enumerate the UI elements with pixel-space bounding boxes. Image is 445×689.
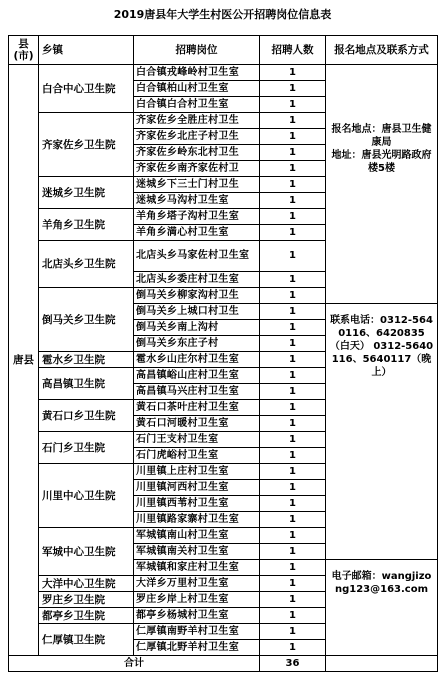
post-cell: 齐家佐乡南齐家佐村卫 — [134, 161, 260, 177]
count-cell: 1 — [260, 368, 326, 384]
count-cell: 1 — [260, 640, 326, 656]
count-cell: 1 — [260, 544, 326, 560]
contact-info-cell — [326, 560, 438, 656]
post-cell: 倒马关乡南上沟村 — [134, 320, 260, 336]
recruitment-table — [8, 35, 438, 672]
unit-cell: 迷城乡卫生院 — [39, 177, 134, 209]
header-row — [9, 36, 438, 65]
post-cell: 羊角乡塔子沟村卫生室 — [134, 209, 260, 225]
post-cell: 白合镇白合村卫生室 — [134, 97, 260, 113]
unit-cell: 石门乡卫生院 — [39, 432, 134, 464]
unit-cell: 黄石口乡卫生院 — [39, 400, 134, 432]
count-cell: 1 — [260, 400, 326, 416]
post-cell: 罗庄乡岸上村卫生室 — [134, 592, 260, 608]
count-cell: 1 — [260, 448, 326, 464]
count-cell: 1 — [260, 97, 326, 113]
post-cell: 迷城乡马沟村卫生室 — [134, 193, 260, 209]
count-cell: 1 — [260, 65, 326, 81]
post-cell: 倒马关乡上城口村卫生 — [134, 304, 260, 320]
post-cell: 川里镇西苇村卫生室 — [134, 496, 260, 512]
header-info: 报名地点及联系方式 — [326, 36, 438, 65]
total-label: 合计 — [9, 656, 260, 672]
unit-cell: 白合中心卫生院 — [39, 65, 134, 113]
post-cell: 高昌镇峪山庄村卫生室 — [134, 368, 260, 384]
unit-cell: 高昌镇卫生院 — [39, 368, 134, 400]
count-cell: 1 — [260, 416, 326, 432]
count-cell: 1 — [260, 304, 326, 320]
post-cell: 都亭乡杨城村卫生室 — [134, 608, 260, 624]
count-cell: 1 — [260, 209, 326, 225]
count-cell: 1 — [260, 177, 326, 193]
post-cell: 川里镇路家寨村卫生室 — [134, 512, 260, 528]
count-cell: 1 — [260, 241, 326, 272]
header-post: 招聘岗位 — [134, 36, 260, 65]
contact-info-cell — [326, 304, 438, 560]
unit-cell: 北店头乡卫生院 — [39, 241, 134, 288]
unit-cell: 倒马关乡卫生院 — [39, 288, 134, 352]
unit-cell: 雹水乡卫生院 — [39, 352, 134, 368]
contact-info-text: 联系电话：0312-5640116、6420835（白天） 0312-5640116、5640117（晚上） — [329, 315, 434, 378]
unit-cell: 都亭乡卫生院 — [39, 608, 134, 624]
post-cell: 白合镇戎峰岭村卫生室 — [134, 65, 260, 81]
count-cell: 1 — [260, 225, 326, 241]
post-cell: 羊角乡満心村卫生室 — [134, 225, 260, 241]
count-cell: 1 — [260, 528, 326, 544]
total-empty-cell — [326, 656, 438, 672]
page-title: 2019唐县年大学生村医公开招聘岗位信息表 — [113, 8, 332, 21]
table-row — [9, 65, 438, 81]
count-cell: 1 — [260, 145, 326, 161]
post-cell: 石门虎峪村卫生室 — [134, 448, 260, 464]
post-cell: 黄石口河暖村卫生室 — [134, 416, 260, 432]
post-cell: 军城镇南关村卫生室 — [134, 544, 260, 560]
unit-cell: 川里中心卫生院 — [39, 464, 134, 528]
count-cell: 1 — [260, 193, 326, 209]
contact-info-cell — [326, 65, 438, 304]
post-cell: 北店头乡委庄村卫生室 — [134, 272, 260, 288]
count-cell: 1 — [260, 81, 326, 97]
unit-cell: 罗庄乡卫生院 — [39, 592, 134, 608]
post-cell: 军城镇南山村卫生室 — [134, 528, 260, 544]
count-cell: 1 — [260, 161, 326, 177]
post-cell: 仁厚镇北野羊村卫生室 — [134, 640, 260, 656]
unit-cell: 齐家佐乡卫生院 — [39, 113, 134, 177]
post-cell: 高昌镇马兴庄村卫生室 — [134, 384, 260, 400]
county-cell: 唐县 — [9, 65, 39, 656]
count-cell: 1 — [260, 512, 326, 528]
contact-info-text: 报名地点：唐县卫生健康局 地址：唐县光明路政府楼5楼 — [331, 124, 432, 174]
post-cell: 倒马关乡东庄子村 — [134, 336, 260, 352]
count-cell: 1 — [260, 496, 326, 512]
post-cell: 齐家佐乡北庄子村卫生 — [134, 129, 260, 145]
count-cell: 1 — [260, 608, 326, 624]
count-cell: 1 — [260, 624, 326, 640]
post-cell: 仁厚镇南野羊村卫生室 — [134, 624, 260, 640]
unit-cell: 军城中心卫生院 — [39, 528, 134, 576]
header-count: 招聘人数 — [260, 36, 326, 65]
count-cell: 1 — [260, 320, 326, 336]
post-cell: 黄石口茶叶庄村卫生室 — [134, 400, 260, 416]
post-cell: 雹水乡山庄尔村卫生室 — [134, 352, 260, 368]
post-cell: 白合镇柏山村卫生室 — [134, 81, 260, 97]
post-cell: 川里镇河西村卫生室 — [134, 480, 260, 496]
post-cell: 倒马关乡柳家沟村卫生 — [134, 288, 260, 304]
contact-info-text: 电子邮箱：wangjizong123@163.com — [331, 571, 432, 595]
count-cell: 1 — [260, 129, 326, 145]
post-cell: 军城镇和家庄村卫生室 — [134, 560, 260, 576]
post-cell: 北店头乡马家佐村卫生室 — [134, 241, 260, 272]
total-row — [9, 656, 438, 672]
post-cell: 齐家佐乡全胜庄村卫生 — [134, 113, 260, 129]
post-cell: 石门王支村卫生室 — [134, 432, 260, 448]
post-cell: 迷城乡下三士门村卫生 — [134, 177, 260, 193]
count-cell: 1 — [260, 576, 326, 592]
unit-cell: 仁厚镇卫生院 — [39, 624, 134, 656]
total-count: 36 — [260, 656, 326, 672]
post-cell: 齐家佐乡岭东北村卫生 — [134, 145, 260, 161]
post-cell: 大洋乡万里村卫生室 — [134, 576, 260, 592]
header-unit: 乡镇 — [39, 36, 134, 65]
count-cell: 1 — [260, 480, 326, 496]
count-cell: 1 — [260, 288, 326, 304]
post-cell: 川里镇上庄村卫生室 — [134, 464, 260, 480]
table-body — [9, 65, 438, 672]
count-cell: 1 — [260, 592, 326, 608]
count-cell: 1 — [260, 272, 326, 288]
count-cell: 1 — [260, 560, 326, 576]
count-cell: 1 — [260, 464, 326, 480]
unit-cell: 大洋中心卫生院 — [39, 576, 134, 592]
header-county: 县 (市) — [9, 36, 39, 65]
count-cell: 1 — [260, 384, 326, 400]
count-cell: 1 — [260, 432, 326, 448]
count-cell: 1 — [260, 352, 326, 368]
count-cell: 1 — [260, 336, 326, 352]
count-cell: 1 — [260, 113, 326, 129]
unit-cell: 羊角乡卫生院 — [39, 209, 134, 241]
